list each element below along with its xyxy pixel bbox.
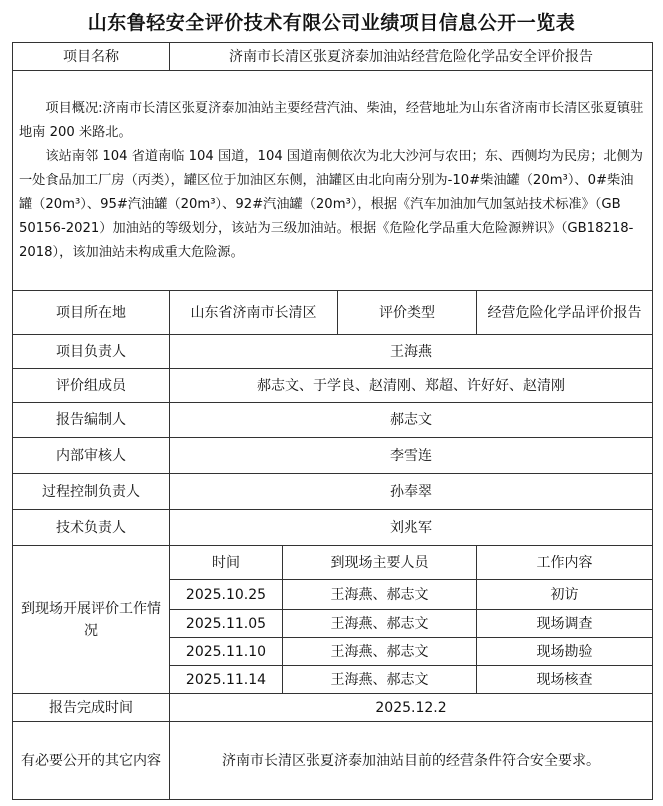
project-name-row [13, 43, 653, 71]
other-value: 济南市长清区张夏济泰加油站目前的经营条件符合安全要求。 [170, 722, 653, 800]
site-visit-work: 现场调查 [477, 610, 653, 638]
site-visit-header-work: 工作内容 [477, 546, 653, 580]
site-visit-date: 2025.10.25 [170, 580, 283, 610]
info-table [12, 42, 653, 800]
eval-type-value: 经营危险化学品评价报告 [477, 291, 653, 335]
site-visit-date: 2025.11.05 [170, 610, 283, 638]
location-label: 项目所在地 [13, 291, 170, 335]
site-visit-header-people: 到现场主要人员 [283, 546, 477, 580]
process-label: 过程控制负责人 [13, 474, 170, 510]
overview-row [13, 71, 653, 291]
page-title: 山东鲁轻安全评价技术有限公司业绩项目信息公开一览表 [87, 12, 576, 34]
reviewer-value: 李雪连 [170, 438, 653, 474]
site-visit-date: 2025.11.14 [170, 666, 283, 694]
tech-label: 技术负责人 [13, 510, 170, 546]
project-overview [13, 71, 653, 291]
site-visit-header-row [13, 546, 653, 580]
writer-label: 报告编制人 [13, 403, 170, 438]
overview-paragraph-2: 该站南邻 104 省道南临 104 国道，104 国道南侧依次为北大沙河与农田；东、西侧均为民房；北侧为一处食品加工厂房（丙类），罐区位于加油区东侧，油罐区由北向南分别为-10#柴油罐（20m³）、0#柴油罐（20m³）、95#汽油罐（20m³）、92#汽油罐（20m³），根据《汽车加油加气加氢站技术标准》（GB 50156-2021）加油站的等级划分，该站为三级加油站。根据《危险化学品重大危险源辨识》（GB18218-2018），该加油站未构成重大危险源。 [19, 148, 643, 260]
project-name-value: 济南市长清区张夏济泰加油站经营危险化学品安全评价报告 [170, 43, 653, 71]
writer-row [13, 403, 653, 438]
leader-label: 项目负责人 [13, 335, 170, 369]
location-row [13, 291, 653, 335]
reviewer-label: 内部审核人 [13, 438, 170, 474]
other-label: 有必要公开的其它内容 [13, 722, 170, 800]
site-visit-people: 王海燕、郝志文 [283, 580, 477, 610]
reviewer-row [13, 438, 653, 474]
completion-label: 报告完成时间 [13, 694, 170, 722]
site-visit-header-date: 时间 [170, 546, 283, 580]
writer-value: 郝志文 [170, 403, 653, 438]
site-visit-label: 到现场开展评价工作情况 [13, 546, 170, 694]
site-visit-people: 王海燕、郝志文 [283, 610, 477, 638]
site-visit-people: 王海燕、郝志文 [283, 638, 477, 666]
members-row [13, 369, 653, 403]
eval-type-label: 评价类型 [338, 291, 477, 335]
members-value: 郝志文、于学良、赵清刚、郑超、许好好、赵清刚 [170, 369, 653, 403]
process-value: 孙奉翠 [170, 474, 653, 510]
overview-paragraph-1: 项目概况:济南市长清区张夏济泰加油站主要经营汽油、柴油，经营地址为山东省济南市长清区张夏镇驻地南 200 米路北。 [19, 100, 644, 140]
tech-row [13, 510, 653, 546]
site-visit-work: 现场勘验 [477, 638, 653, 666]
leader-row [13, 335, 653, 369]
site-visit-people: 王海燕、郝志文 [283, 666, 477, 694]
project-name-label: 项目名称 [13, 43, 170, 71]
process-row [13, 474, 653, 510]
other-row [13, 722, 653, 800]
completion-row [13, 694, 653, 722]
site-visit-work: 初访 [477, 580, 653, 610]
tech-value: 刘兆军 [170, 510, 653, 546]
completion-value: 2025.12.2 [170, 694, 653, 722]
site-visit-date: 2025.11.10 [170, 638, 283, 666]
members-label: 评价组成员 [13, 369, 170, 403]
site-visit-work: 现场核查 [477, 666, 653, 694]
leader-value: 王海燕 [170, 335, 653, 369]
location-value: 山东省济南市长清区 [170, 291, 338, 335]
